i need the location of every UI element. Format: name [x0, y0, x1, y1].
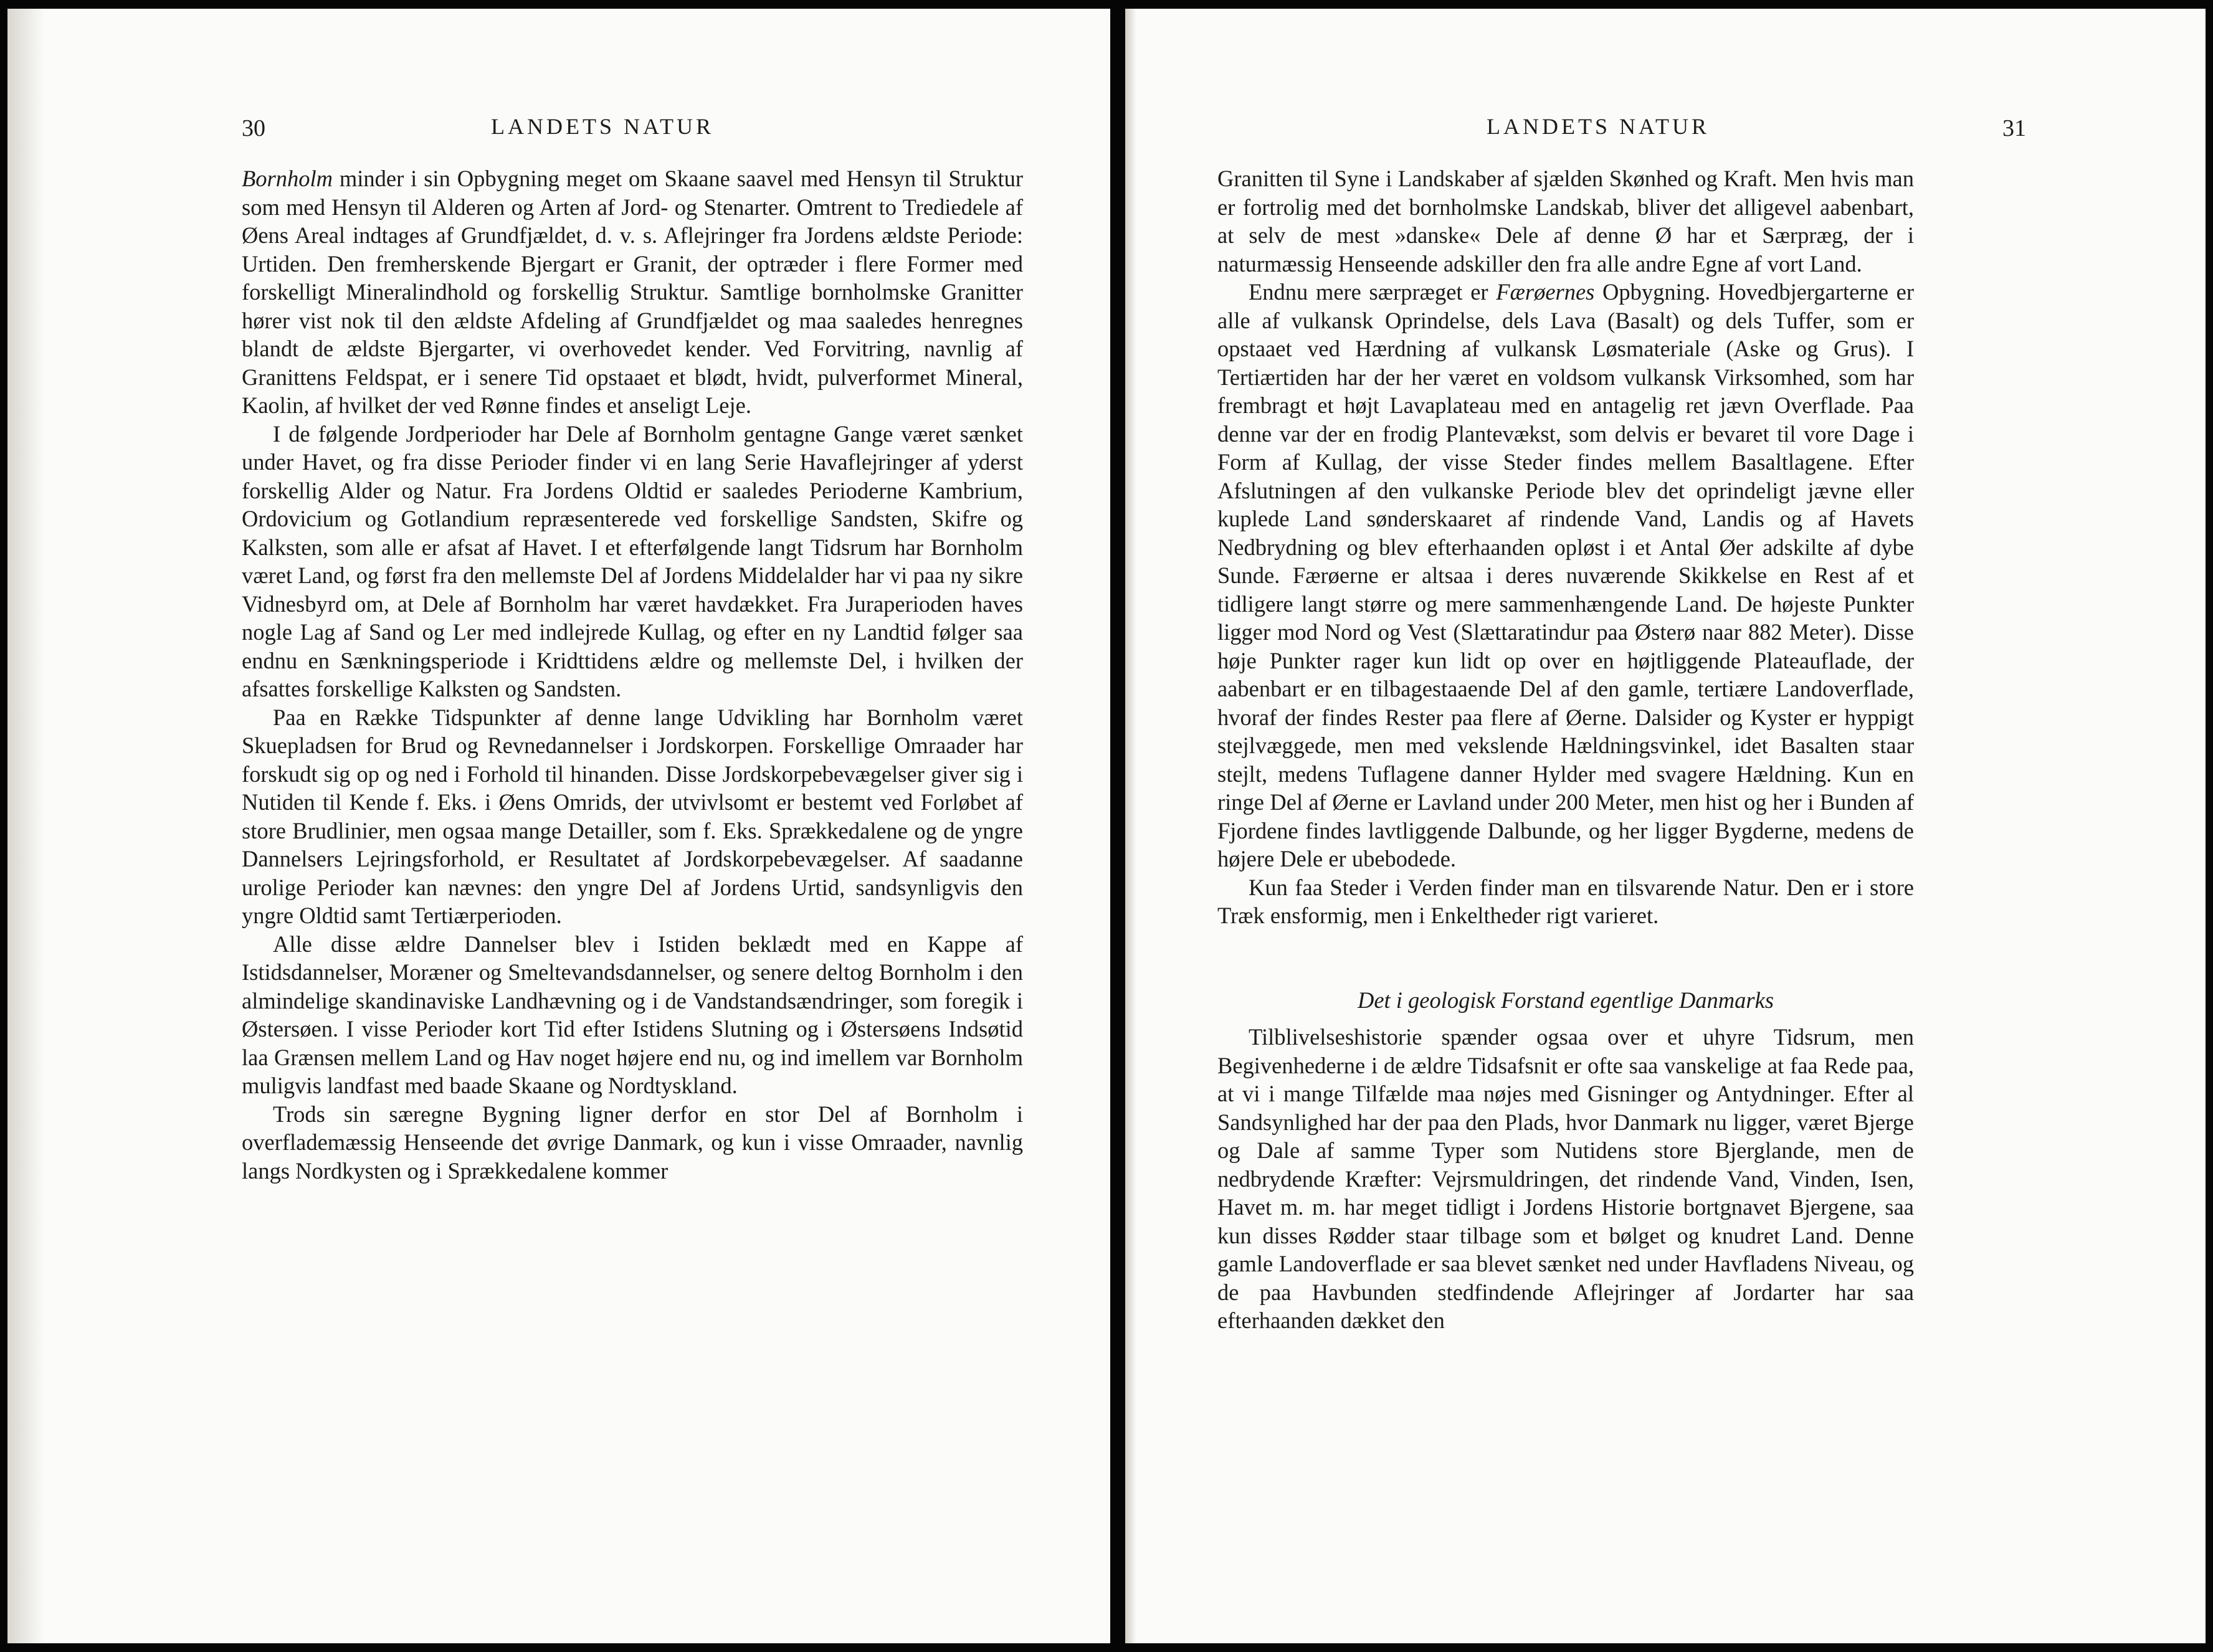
page-gutter-shadow [1125, 9, 1136, 1643]
paragraph: Granitten til Syne i Landskaber af sjælden Skønhed og Kraft. Men hvis man er fortrolig med det bornholmske Landskab, bliver det alligevel aabenbart, at selv de mest »danske« Dele af denne Ø har et Særpræg, der i naturmæssig Henseende adskiller den fra alle andre Egne af vort Land. [1217, 166, 1914, 277]
left-page [7, 9, 1110, 1643]
paragraph: Tilblivelseshistorie spænder ogsaa over et uhyre Tidsrum, men Begivenhederne i de ældre Tidsafsnit er ofte saa vanskelige at faa Rede paa, at vi i mange Tilfælde maa nøjes med Gisninger og Antydninger. Efter al Sandsynlighed har der paa den Plads, hvor Danmark nu ligger, været Bjerge og Dale af samme Typer som Nutidens store Bjerglande, men de nedbrydende Kræfter: Vejrsmuldringen, det rindende Vand, Vinden, Isen, Havet m. m. har meget tidligt i Jordens Historie bortgnavet Bjergene, saa kun disses Rødder staar tilbage som et bølget og knudret Land. Denne gamle Landoverflade er saa blevet sænket ned under Havfladens Niveau, og de paa Havbunden stedfindende Aflejringer af Jordarter har saa efterhaanden dækket den [1217, 1024, 1914, 1333]
running-header: LANDETS NATUR [491, 114, 714, 139]
paragraph: I de følgende Jordperioder har Dele af Bornholm gentagne Gange været sænket under Havet, og fra disse Perioder finder vi en lang Serie Havaflejringer af yderst forskellig Alder og Natur. Fra Jordens Oldtid er saaledes Perioderne Kambrium, Ordovicium og Gotlandium repræsenterede ved forskellige Sandsten, Skifre og Kalksten, som alle er afsat af Havet. I et efterfølgende langt Tidsrum har Bornholm været Land, og først fra den mellemste Del af Jordens Middelalder har vi paa ny sikre Vidnesbyrd om, at Dele af Bornholm har været havdækket. Fra Juraperioden haves nogle Lag af Sand og Ler med indlejrede Kullag, og efter en ny Landtid følger saa endnu en Sænkningsperiode i Kridttidens ældre og mellemste Del, i hvilken der afsattes forskellige Kalksten og Sandsten. [242, 420, 1023, 701]
paragraph: Trods sin særegne Bygning ligner derfor en stor Del af Bornholm i overflademæssig Henseende det øvrige Danmark, og kun i visse Omraader, navnlig langs Nordkysten og i Sprækkedalene kommer [242, 1101, 1023, 1184]
page-number: 31 [2002, 115, 2026, 141]
body-text [242, 164, 1023, 1185]
emphasis: Færøernes [1496, 279, 1595, 305]
body-text [1217, 164, 1914, 1335]
paragraph: Bornholm minder i sin Opbygning meget om Skaane saavel med Hensyn til Struktur som med Hensyn til Alderen og Arten af Jord- og Stenarter. Omtrent to Trediedele af Øens Areal indtages af Grundfjældet, d. v. s. Aflejringer fra Jordens ældste Periode: Urtiden. Den fremherskende Bjergart er Granit, der optræder i flere Former med forskelligt Mineralindhold og forskellig Struktur. Samtlige bornholmske Granitter hører vist nok til den ældste Afdeling af Grundfjældet og maa saaledes henregnes blandt de ældste Bjergarter, vi overhovedet kender. Ved Forvitring, navnlig af Granittens Feldspat, er i senere Tid opstaaet et blødt, hvidt, pulverformet Mineral, Kaolin, af hvilket der ved Rønne findes et anseligt Leje. [242, 166, 1023, 418]
page-gutter-shadow [7, 9, 45, 1643]
paragraph: Paa en Række Tidspunkter af denne lange Udvikling har Bornholm været Skuepladsen for Brud og Revnedannelser i Jordskorpen. Forskellige Omraader har forskudt sig op og ned i Forhold til hinanden. Disse Jordskorpebevægelser giver sig i Nutiden til Kende f. Eks. i Øens Omrids, der utvivlsomt er bestemt ved Forløbet af store Brudlinier, men ogsaa mange Detailler, som f. Eks. Sprækkedalene og de yngre Dannelsers Lejringsforhold, er Resultatet af Jordskorpebevægelser. Af saadanne urolige Perioder kan nævnes: den yngre Del af Jordens Urtid, sandsynligvis den yngre Oldtid samt Tertiærperioden. [242, 704, 1023, 928]
running-header: LANDETS NATUR [1487, 114, 1710, 139]
section-heading: Det i geologisk Forstand egentlige Danmarks [1357, 987, 1774, 1013]
paragraph: Alle disse ældre Dannelser blev i Istiden beklædt med en Kappe af Istidsdannelser, Moræner og Smeltevandsdannelser, og senere deltog Bornholm i den almindelige skandinaviske Landhævning og i de Vandstandsændringer, som foregik i Østersøen. I visse Perioder kort Tid efter Istidens Slutning og i Østersøens Indsøtid laa Grænsen mellem Land og Hav noget højere end nu, og ind imellem var Bornholm muligvis landfast med baade Skaane og Nordtyskland. [242, 931, 1023, 1098]
right-page [1125, 9, 2206, 1643]
emphasis: Bornholm [242, 166, 333, 191]
paragraph: Kun faa Steder i Verden finder man en tilsvarende Natur. Den er i store Træk ensformig, men i Enkeltheder rigt varieret. [1217, 874, 1914, 928]
page-number: 30 [242, 115, 265, 141]
paragraph: Endnu mere særpræget er Færøernes Opbygning. Hovedbjergarterne er alle af vulkansk Oprindelse, dels Lava (Basalt) og dels Tuffer, som er opstaaet ved Hærdning af vulkansk Løsmateriale (Aske og Grus). I Tertiærtiden har der her været en voldsom vulkansk Virksomhed, som har frembragt et højt Lavaplateau med en antagelig ret jævn Overflade. Paa denne var der en frodig Plantevækst, som delvis er bevaret til vore Dage i Form af Kullag, der visse Steder findes mellem Basaltlagene. Efter Afslutningen af den vulkanske Periode blev det oprindeligt jævne eller kuplede Land sønderskaaret af rindende Vand, Landis og af Havets Nedbrydning og blev efterhaanden opløst i et Antal Øer adskilte af dybe Sunde. Færøerne er altsaa i deres nuværende Skikkelse en Rest af et tidligere langt større og mere sammenhængende Land. De højeste Punkter ligger mod Nord og Vest (Slættaratindur paa Østerø naar 882 Meter). Disse høje Punkter rager kun lidt op over en højtliggende Plateauflade, der aabenbart er en tilbagestaaende Del af den gamle, tertiære Landoverflade, hvoraf der findes Rester paa flere af Øerne. Dalsider og Kyster er hyppigt stejlvæggede, men med vekslende Hældningsvinkel, idet Basalten staar stejlt, medens Tuflagene danner Hylder med svagere Hældning. Kun en ringe Del af Øerne er Lavland under 200 Meter, men hist og her i Bunden af Fjordene findes lavtliggende Dalbunde, og her ligger Bygderne, medens de højere Dele er ubebodede. [1217, 279, 1914, 871]
